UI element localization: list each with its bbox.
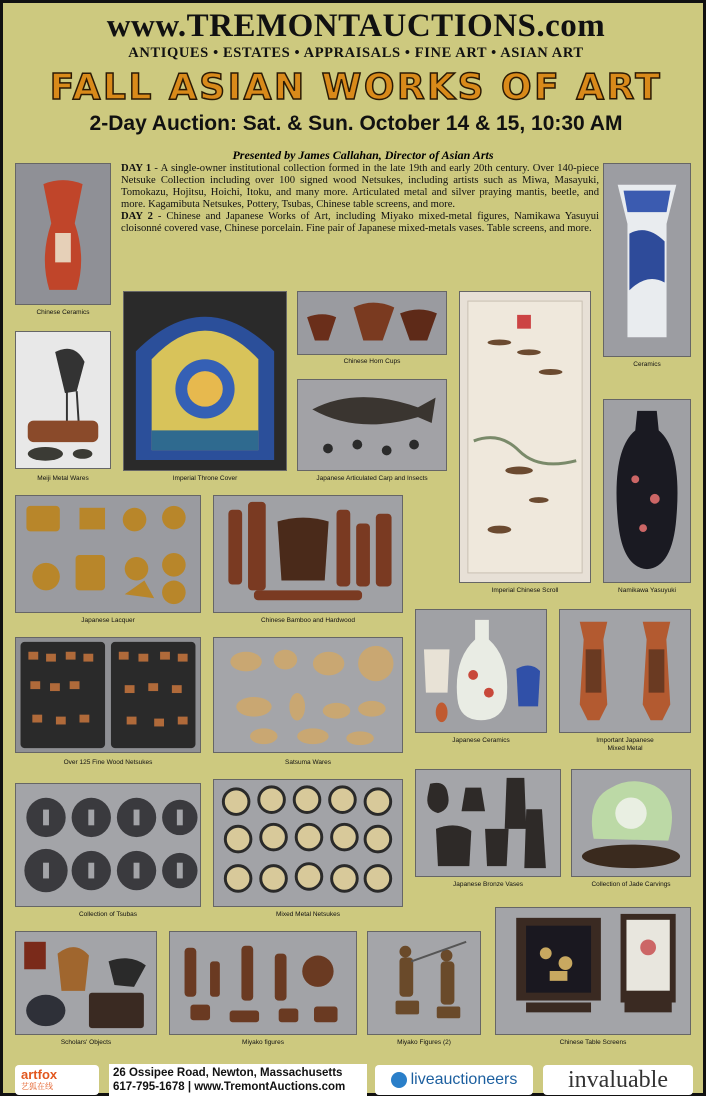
description [121,163,599,235]
header [3,7,706,136]
auction-title: FALL ASIAN WORKS OF ART [49,67,663,108]
artfox-logo[interactable] [15,1065,99,1095]
caption-ceramics: Ceramics [633,361,661,368]
contact-line: 617-795-1678 | www.TremontAuctions.com [113,1081,346,1093]
photo-mixed-metal [559,609,691,733]
photo-ceramics [603,163,691,357]
caption-scholars: Scholars' Objects [60,1039,112,1046]
photo-lacquer [15,495,201,613]
caption-miyako2: Miyako Figures (2) [397,1039,451,1046]
day2-paragraph [121,211,599,235]
day1-text: - A single-owner institutional collection formed in the late 19th and early 20th century. Over 140-piece Netsuke Collection including over 100 signed wood Netsukes, including artists such as Miwa, Masayuki, Tomokazu, Hojitsu, Hoichi, Itoku, and many more. Articulated metal and silver praying mantis, beetle, and more. Kagamibuta Netsukes, Pottery, Tsubas, Chinese table screens, and more. [121,163,599,210]
day2-text: - Chinese and Japanese Works of Art, including Miyako mixed-metal figures, Namikawa Yasuyui cloisonné covered vase, Chinese porcelain. Fine pair of Japanese mixed-metals vases. Table screens, and more. [121,211,600,234]
caption-chinese-scroll: Imperial Chinese Scroll [491,587,559,594]
photo-jade [571,769,691,877]
photo-horn-cups [297,291,447,355]
caption-mixed-metal-2: Mixed Metal [607,745,643,752]
address-block [109,1064,367,1096]
photo-meiji-metal [15,331,111,469]
day2-label: DAY 2 [121,211,153,222]
photo-namikawa [603,399,691,583]
footer-site[interactable]: www.TremontAuctions.com [194,1081,346,1093]
caption-bamboo: Chinese Bamboo and Hardwood [261,617,355,624]
photo-wood-netsukes [15,637,201,753]
photo-bronze-vases [415,769,561,877]
liveauctioneers-name: liveauctioneers [410,1071,518,1088]
tagline: ANTIQUES • ESTATES • APPRAISALS • FINE ART • ASIAN ART [128,45,584,61]
caption-chinese-ceramics: Chinese Ceramics [36,309,90,316]
live-dot-icon [391,1072,407,1088]
caption-satsuma: Satsuma Wares [285,759,331,766]
auction-dates: 2-Day Auction: Sat. & Sun. October 14 & 15, 10:30 AM [89,112,623,135]
caption-mixed-metal-netsukes: Mixed Metal Netsukes [276,911,340,918]
photo-bamboo [213,495,403,613]
caption-carp-insects: Japanese Articulated Carp and Insects [316,475,428,482]
artfox-name: artfox [21,1067,58,1082]
invaluable-name: invaluable [568,1066,668,1093]
footer [3,1061,706,1096]
site-url[interactable]: www.TREMONTAUCTIONS.com [106,8,606,44]
day1-label: DAY 1 [121,163,152,174]
presented-by: Presented by James Callahan, Director of Asian Arts [232,148,494,162]
caption-wood-netsukes: Over 125 Fine Wood Netsukes [63,759,153,766]
day1-paragraph [121,163,599,211]
caption-mixed-metal-1: Important Japanese [596,737,654,744]
caption-miyako1: Miyako figures [242,1039,284,1046]
phone[interactable]: 617-795-1678 [113,1081,185,1093]
photo-chinese-scroll [459,291,591,583]
photo-scholars [15,931,157,1035]
photo-mixed-metal-netsukes [213,779,403,907]
caption-bronze-vases: Japanese Bronze Vases [453,881,523,888]
caption-lacquer: Japanese Lacquer [81,617,135,624]
liveauctioneers-logo[interactable] [375,1065,533,1095]
photo-miyako2 [367,931,481,1035]
caption-throne-cover: Imperial Throne Cover [172,475,238,482]
photo-miyako1 [169,931,357,1035]
photo-table-screens [495,907,691,1035]
photo-satsuma [213,637,403,753]
caption-horn-cups: Chinese Horn Cups [343,358,401,365]
photo-jp-ceramics [415,609,547,733]
caption-tsubas: Collection of Tsubas [78,911,138,918]
address: 26 Ossipee Road, Newton, Massachusetts [113,1067,343,1079]
artfox-chinese: 艺狐在线 [21,1082,53,1091]
caption-namikawa: Namikawa Yasuyuki [618,587,676,594]
photo-carp-insects [297,379,447,471]
photo-chinese-ceramics [15,163,111,305]
photo-throne-cover [123,291,287,471]
invaluable-logo[interactable] [543,1065,693,1095]
photo-tsubas [15,783,201,907]
caption-jade: Collection of Jade Carvings [591,881,671,888]
caption-meiji-metal: Meiji Metal Wares [37,475,89,482]
caption-table-screens: Chinese Table Screens [559,1039,627,1046]
caption-jp-ceramics: Japanese Ceramics [452,737,510,744]
